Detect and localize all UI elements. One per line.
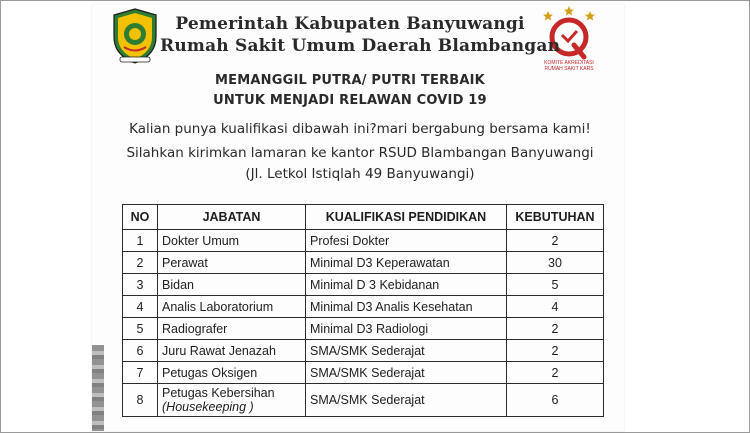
header-no: NO [123, 205, 158, 230]
cell-no: 4 [123, 296, 158, 318]
header-jabatan: JABATAN [158, 205, 306, 230]
cell-jabatan-main: Petugas Kebersihan [162, 386, 275, 400]
cell-jabatan-note: (Housekeeping ) [162, 400, 254, 414]
regency-crest-icon [110, 7, 160, 65]
table-row [123, 274, 604, 296]
cell-no: 8 [123, 384, 158, 417]
institution-name: Pemerintah Kabupaten Banyuwangi [175, 14, 525, 34]
cell-no: 7 [123, 362, 158, 384]
cell-no: 2 [123, 252, 158, 274]
invitation-text: Kalian punya kualifikasi dibawah ini?mari bergabung bersama kami! [129, 121, 591, 137]
header-kebutuhan: KEBUTUHAN [507, 205, 604, 230]
cell-kualifikasi: Profesi Dokter [306, 230, 507, 252]
cell-jabatan [158, 384, 306, 417]
table-header-row [123, 205, 604, 230]
application-instruction: Silahkan kirimkan lamaran ke kantor RSUD Blambangan Banyuwangi [126, 145, 594, 161]
cell-jabatan: Dokter Umum [158, 230, 306, 252]
table-row [123, 340, 604, 362]
cell-kebutuhan: 5 [507, 274, 604, 296]
cell-kebutuhan: 2 [507, 362, 604, 384]
table-row [123, 362, 604, 384]
cell-kebutuhan: 30 [507, 252, 604, 274]
cell-jabatan: Analis Laboratorium [158, 296, 306, 318]
table-row [123, 230, 604, 252]
cell-kualifikasi: Minimal D 3 Kebidanan [306, 274, 507, 296]
cell-kualifikasi: Minimal D3 Keperawatan [306, 252, 507, 274]
cell-no: 6 [123, 340, 158, 362]
table-row [123, 318, 604, 340]
announcement-title: MEMANGGIL PUTRA/ PUTRI TERBAIK [215, 73, 485, 88]
cell-jabatan: Bidan [158, 274, 306, 296]
hospital-name: Rumah Sakit Umum Daerah Blambangan [160, 36, 561, 56]
cell-kebutuhan: 6 [507, 384, 604, 417]
office-address: (Jl. Letkol Istiqlah 49 Banyuwangi) [245, 166, 475, 182]
cell-no: 5 [123, 318, 158, 340]
cell-no: 1 [123, 230, 158, 252]
cell-jabatan: Juru Rawat Jenazah [158, 340, 306, 362]
cell-jabatan: Petugas Oksigen [158, 362, 306, 384]
cell-kebutuhan: 2 [507, 230, 604, 252]
cell-kebutuhan: 2 [507, 340, 604, 362]
table-row [123, 296, 604, 318]
requirements-table [122, 204, 604, 417]
header-kualifikasi: KUALIFIKASI PENDIDIKAN [306, 205, 507, 230]
cell-kualifikasi: SMA/SMK Sederajat [306, 340, 507, 362]
cell-kebutuhan: 2 [507, 318, 604, 340]
table-row [123, 252, 604, 274]
cell-no: 3 [123, 274, 158, 296]
cell-kualifikasi: Minimal D3 Analis Kesehatan [306, 296, 507, 318]
cell-jabatan: Radiografer [158, 318, 306, 340]
cell-kualifikasi: SMA/SMK Sederajat [306, 384, 507, 417]
accreditation-caption: KOMITE AKREDITASI RUMAH SAKIT KARS [544, 60, 594, 72]
cell-jabatan: Perawat [158, 252, 306, 274]
cell-kebutuhan: 4 [507, 296, 604, 318]
cell-kualifikasi: SMA/SMK Sederajat [306, 362, 507, 384]
cell-kualifikasi: Minimal D3 Radiologi [306, 318, 507, 340]
table-row [123, 384, 604, 417]
announcement-subtitle: UNTUK MENJADI RELAWAN COVID 19 [213, 93, 487, 108]
background-edge [92, 345, 104, 431]
